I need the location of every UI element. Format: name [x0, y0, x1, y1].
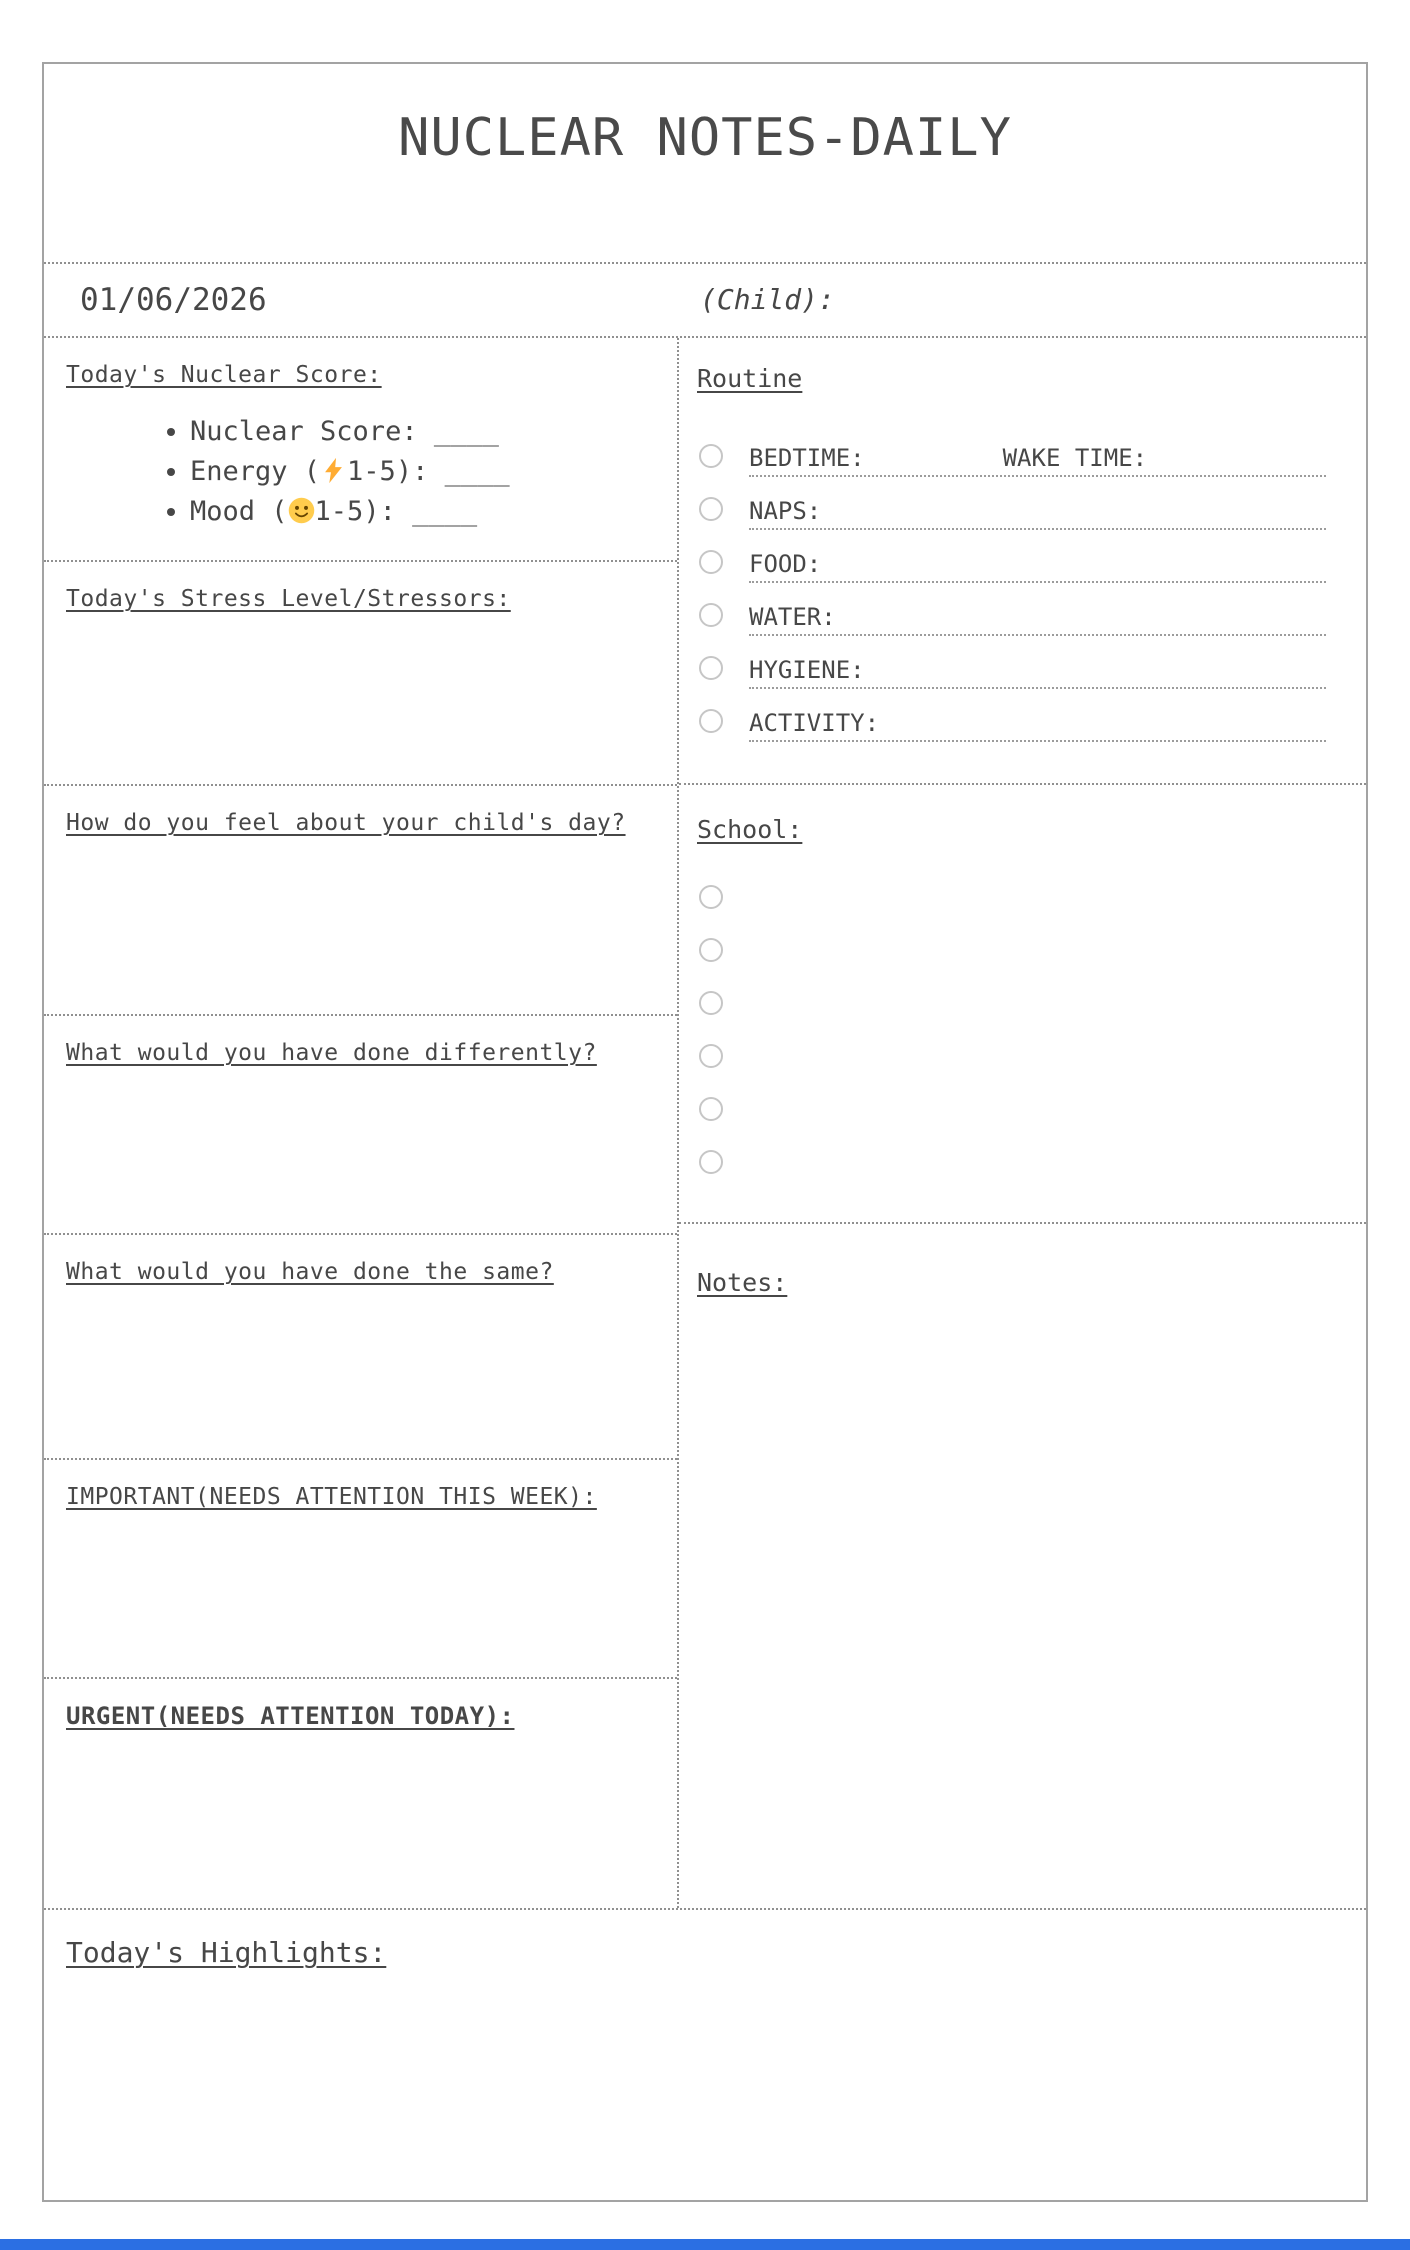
school-row — [679, 1024, 1366, 1077]
nuclear-score-label: Nuclear Score: — [190, 416, 434, 447]
circle-checkbox[interactable] — [699, 709, 723, 733]
routine-field-hygiene[interactable] — [749, 636, 1326, 689]
highlights-title — [66, 1936, 386, 1969]
school-title-text: School: — [697, 815, 803, 844]
differently-title-text: What would you have done differently? — [66, 1040, 597, 1066]
notes-title — [697, 1268, 1366, 1297]
circle-checkbox[interactable] — [699, 991, 723, 1015]
section-nuclear-score — [44, 338, 677, 562]
mood-item[interactable] — [190, 492, 657, 532]
feel-title-text: How do you feel about your child's day? — [66, 810, 626, 836]
notes-title-text: Notes: — [697, 1268, 788, 1297]
routine-row-bedtime — [679, 424, 1366, 477]
routine-field-naps[interactable] — [749, 477, 1326, 530]
routine-field-water[interactable] — [749, 583, 1326, 636]
circle-checkbox[interactable] — [699, 497, 723, 521]
planner-page — [42, 62, 1368, 2202]
routine-field-food[interactable] — [749, 530, 1326, 583]
school-row — [679, 865, 1366, 918]
stress-write-area[interactable] — [66, 614, 657, 784]
routine-title-text: Routine — [697, 364, 803, 393]
lightning-icon — [320, 457, 347, 484]
section-feel-about-day — [44, 786, 677, 1016]
title-block — [44, 64, 1366, 264]
school-row — [679, 1130, 1366, 1183]
important-title — [66, 1482, 657, 1512]
energy-label-suffix: 1-5): — [347, 456, 445, 487]
routine-title — [679, 338, 1366, 424]
circle-checkbox[interactable] — [699, 550, 723, 574]
nuclear-score-title-text: Today's Nuclear Score: — [66, 362, 382, 388]
child-label[interactable]: (Child): — [700, 283, 835, 316]
routine-field-bedtime[interactable] — [749, 424, 1326, 477]
bedtime-label: BEDTIME: — [749, 444, 865, 472]
same-write-area[interactable] — [66, 1287, 657, 1458]
school-row — [679, 971, 1366, 1024]
section-urgent — [44, 1679, 677, 1908]
section-routine — [679, 338, 1366, 785]
urgent-title — [66, 1701, 657, 1731]
urgent-write-area[interactable] — [66, 1731, 657, 1908]
right-column — [679, 338, 1366, 1908]
activity-label: ACTIVITY: — [749, 709, 880, 737]
circle-checkbox[interactable] — [699, 603, 723, 627]
hygiene-label: HYGIENE: — [749, 656, 865, 684]
section-highlights — [44, 1910, 1366, 2198]
energy-label: Energy ( — [190, 456, 321, 487]
circle-checkbox[interactable] — [699, 656, 723, 680]
circle-checkbox[interactable] — [699, 885, 723, 909]
wake-time-label: WAKE TIME: — [1002, 444, 1148, 472]
differently-write-area[interactable] — [66, 1068, 657, 1233]
section-important — [44, 1460, 677, 1679]
mood-label-suffix: 1-5): — [314, 496, 413, 527]
school-row — [679, 918, 1366, 971]
naps-label: NAPS: — [749, 497, 822, 525]
date-value[interactable]: 01/06/2026 — [80, 282, 267, 318]
routine-row-water — [679, 583, 1366, 636]
notes-write-area[interactable] — [697, 1297, 1366, 1908]
nuclear-score-item[interactable] — [190, 412, 657, 452]
circle-checkbox[interactable] — [699, 1150, 723, 1174]
mood-label: Mood ( — [190, 496, 288, 527]
section-notes — [679, 1224, 1366, 1908]
feel-title — [66, 808, 657, 838]
same-title-text: What would you have done the same? — [66, 1259, 554, 1285]
important-write-area[interactable] — [66, 1512, 657, 1677]
routine-row-hygiene — [679, 636, 1366, 689]
circle-checkbox[interactable] — [699, 1044, 723, 1068]
routine-row-food — [679, 530, 1366, 583]
water-label: WATER: — [749, 603, 836, 631]
highlights-title-text: Today's Highlights: — [66, 1936, 387, 1969]
stress-title-text: Today's Stress Level/Stressors: — [66, 586, 511, 612]
important-title-text: IMPORTANT(NEEDS ATTENTION THIS WEEK): — [66, 1484, 597, 1510]
differently-title — [66, 1038, 657, 1068]
school-rows — [679, 865, 1366, 1183]
score-list — [66, 412, 657, 532]
mood-blank[interactable]: ____ — [412, 496, 478, 527]
school-title — [679, 785, 1366, 865]
school-row — [679, 1077, 1366, 1130]
routine-row-naps — [679, 477, 1366, 530]
section-done-same — [44, 1235, 677, 1460]
routine-field-activity[interactable] — [749, 689, 1326, 742]
section-done-differently — [44, 1016, 677, 1235]
routine-rows — [679, 424, 1366, 742]
feel-write-area[interactable] — [66, 838, 657, 1014]
nuclear-score-title — [66, 360, 657, 390]
energy-item[interactable] — [190, 452, 657, 492]
stress-title — [66, 584, 657, 614]
section-stress — [44, 562, 677, 786]
left-column — [44, 338, 679, 1908]
urgent-title-text: URGENT(NEEDS ATTENTION TODAY): — [66, 1702, 515, 1730]
date-row — [44, 264, 1366, 338]
energy-blank[interactable]: ____ — [444, 456, 510, 487]
food-label: FOOD: — [749, 550, 822, 578]
smiley-icon — [288, 497, 315, 524]
routine-row-activity — [679, 689, 1366, 742]
same-title — [66, 1257, 657, 1287]
page-title: NUCLEAR NOTES-DAILY — [398, 108, 1012, 168]
main-columns — [44, 338, 1366, 1910]
nuclear-score-blank[interactable]: ____ — [433, 416, 499, 447]
circle-checkbox[interactable] — [699, 938, 723, 962]
section-school — [679, 785, 1366, 1224]
circle-checkbox[interactable] — [699, 1097, 723, 1121]
circle-checkbox[interactable] — [699, 444, 723, 468]
bottom-window-edge — [0, 2239, 1410, 2250]
